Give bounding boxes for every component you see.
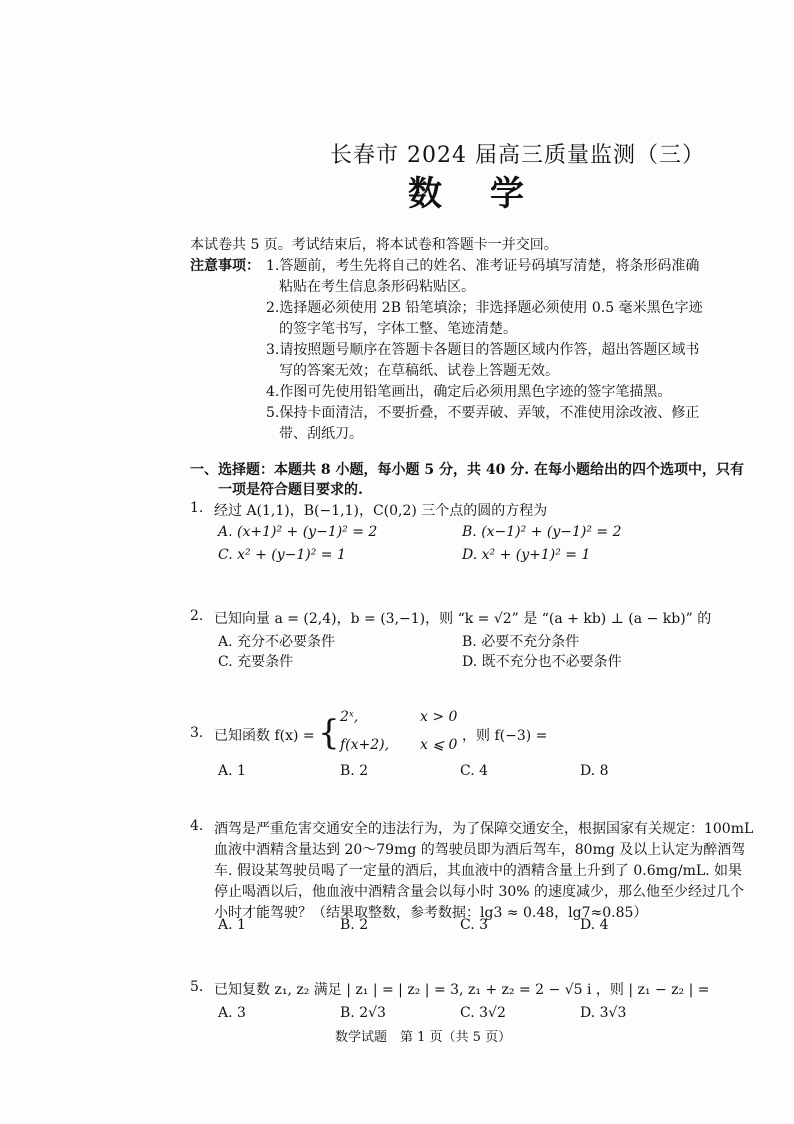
option-a: A. 1 [218, 763, 246, 779]
option-c: C. 4 [460, 763, 489, 779]
question-number: 4. [190, 818, 204, 834]
question-line: 酒驾是严重危害交通安全的违法行为，为了保障交通安全，根据国家有关规定：100mL [214, 821, 754, 837]
question-line: 小时才能驾驶？（结果取整数，参考数据：lg3 ≈ 0.48，lg7≈0.85） [214, 905, 648, 921]
question-stem: 经过 A(1,1)，B(−1,1)，C(0,2) 三个点的圆的方程为 [214, 503, 548, 519]
option-a: A. 充分不必要条件 [218, 634, 336, 650]
piecewise-case: f(x+2), [340, 737, 390, 753]
note-line: 带、刮纸刀。 [279, 426, 363, 442]
question-number: 3. [190, 725, 204, 741]
option-b: B. 必要不充分条件 [462, 634, 580, 650]
option-d: D. x² + (y+1)² = 1 [462, 547, 591, 563]
note-line: 粘贴在考生信息条形码粘贴区。 [279, 279, 475, 295]
piecewise-condition: x > 0 [420, 709, 458, 725]
question-stem: 已知复数 z₁, z₂ 满足 | z₁ | = | z₂ | = 3, z₁ + z₂ = 2 − √5 i ，则 | z₁ − z₂ | = [214, 982, 710, 998]
page-footer: 数学试题 第 1 页（共 5 页） [335, 1030, 512, 1045]
note-line: 2.选择题必须使用 2B 铅笔填涂；非选择题必须使用 0.5 毫米黑色字迹 [266, 300, 703, 316]
question-number: 2. [190, 608, 204, 624]
section-heading-cont: 一项是符合题目要求的. [218, 482, 363, 498]
intro-text: 本试卷共 5 页。考试结束后，将本试卷和答题卡一并交回。 [190, 237, 558, 253]
option-c: C. 充要条件 [218, 654, 294, 670]
option-a: A. 3 [218, 1005, 246, 1021]
option-a: A. (x+1)² + (y−1)² = 2 [218, 524, 378, 540]
option-b: B. (x−1)² + (y−1)² = 2 [462, 524, 622, 540]
notes-label: 注意事项： [190, 258, 260, 274]
option-a: A. 1 [218, 917, 246, 933]
piecewise-condition: x ⩽ 0 [420, 737, 458, 753]
option-c: C. 3 [460, 917, 489, 933]
note-line: 写的答案无效；在草稿纸、试卷上答题无效。 [279, 363, 559, 379]
option-d: D. 4 [580, 917, 609, 933]
option-b: B. 2√3 [340, 1005, 386, 1021]
note-line: 4.作图可先使用铅笔画出，确定后必须用黑色字迹的签字笔描黑。 [266, 384, 672, 400]
question-number: 1. [190, 500, 204, 516]
option-b: B. 2 [340, 917, 369, 933]
note-line: 1.答题前，考生先将自己的姓名、准考证号码填写清楚，将条形码准确 [266, 258, 700, 274]
option-c: C. 3√2 [460, 1005, 506, 1021]
note-line: 的签字笔书写，字体工整、笔迹清楚。 [279, 321, 517, 337]
question-stem: 已知函数 f(x) = [214, 728, 315, 744]
note-line: 5.保持卡面清洁，不要折叠，不要弄破、弄皱，不准使用涂改液、修正 [266, 405, 700, 421]
question-line: 车. 假设某驾驶员喝了一定量的酒后，其血液中的酒精含量上升到了 0.6mg/mL. 如果 [214, 863, 743, 879]
exam-title: 长春市 2024 届高三质量监测（三） [330, 143, 705, 168]
question-suffix: ，则 f(−3) = [462, 728, 548, 744]
question-number: 5. [190, 979, 204, 995]
note-line: 3.请按照题号顺序在答题卡各题目的答题区域内作答，超出答题区域书 [266, 342, 700, 358]
question-line: 血液中酒精含量达到 20～79mg 的驾驶员即为酒后驾车，80mg 及以上认定为醉酒驾 [214, 842, 746, 858]
question-stem: 已知向量 a = (2,4)，b = (3,−1)，则 “k = √2” 是 “(a + kb) ⊥ (a − kb)” 的 [214, 611, 712, 627]
piecewise-brace: { [318, 713, 340, 753]
option-b: B. 2 [340, 763, 369, 779]
question-line: 停止喝酒以后，他血液中酒精含量会以每小时 30% 的速度减少，那么他至少经过几个 [214, 884, 745, 900]
subject-title: 数学 [408, 174, 572, 214]
option-d: D. 3√3 [580, 1005, 627, 1021]
option-d: D. 8 [580, 763, 609, 779]
section-heading: 一、选择题：本题共 8 小题，每小题 5 分，共 40 分. 在每小题给出的四个选项中，只有 [190, 462, 744, 478]
option-c: C. x² + (y−1)² = 1 [218, 547, 346, 563]
piecewise-case: 2ˣ, [340, 709, 359, 725]
option-d: D. 既不充分也不必要条件 [462, 654, 622, 670]
